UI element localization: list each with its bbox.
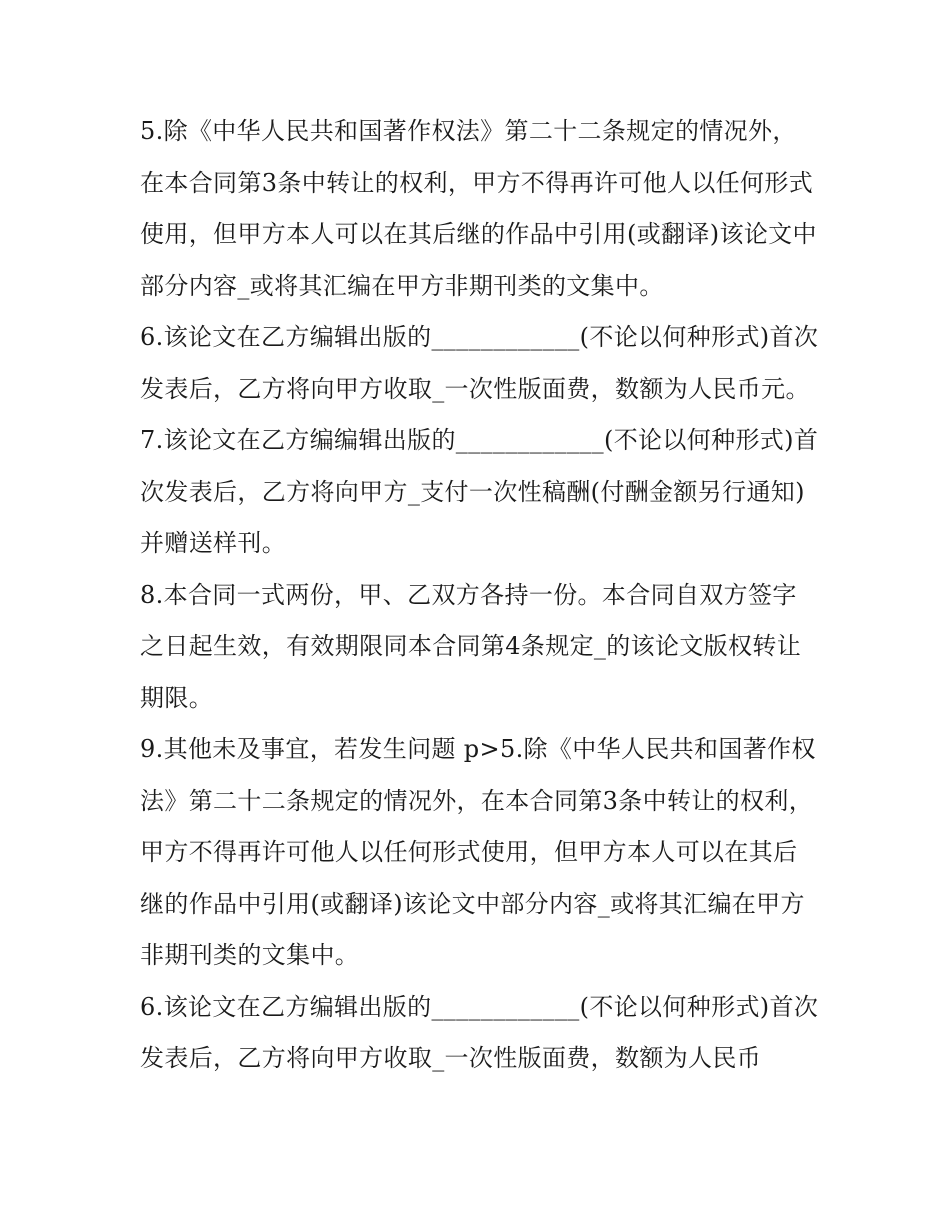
clause-9: 9.其他未及事宜，若发生问题 p>5.除《中华人民共和国著作权法》第二十二条规定的情况外，在本合同第3条中转让的权利，甲方不得再许可他人以任何形式使用，但甲方本人可以在其后继的作品中引用(或翻译)该论文中部分内容_或将其汇编在甲方非期刊类的文集中。 — [140, 735, 816, 969]
document-body — [140, 106, 820, 1085]
clause-5: 5.除《中华人民共和国著作权法》第二十二条规定的情况外，在本合同第3条中转让的权利，甲方不得再许可他人以任何形式使用，但甲方本人可以在其后继的作品中引用(或翻译)该论文中部分内容_或将其汇编在甲方非期刊类的文集中。 — [140, 117, 817, 300]
clause-6-repeat: 6.该论文在乙方编辑出版的____________(不论以何种形式)首次发表后，乙方将向甲方收取_一次性版面费，数额为人民币 — [140, 992, 819, 1072]
clause-7: 7.该论文在乙方编编辑出版的____________(不论以何种形式)首次发表后，乙方将向甲方_支付一次性稿酬(付酬金额另行通知)并赠送样刊。 — [140, 426, 819, 557]
clause-6: 6.该论文在乙方编辑出版的____________(不论以何种形式)首次发表后，乙方将向甲方收取_一次性版面费，数额为人民币元。 — [140, 323, 819, 403]
clause-8: 8.本合同一式两份，甲、乙双方各持一份。本合同自双方签字之日起生效，有效期限同本合同第4条规定_的该论文版权转让期限。 — [140, 580, 802, 712]
